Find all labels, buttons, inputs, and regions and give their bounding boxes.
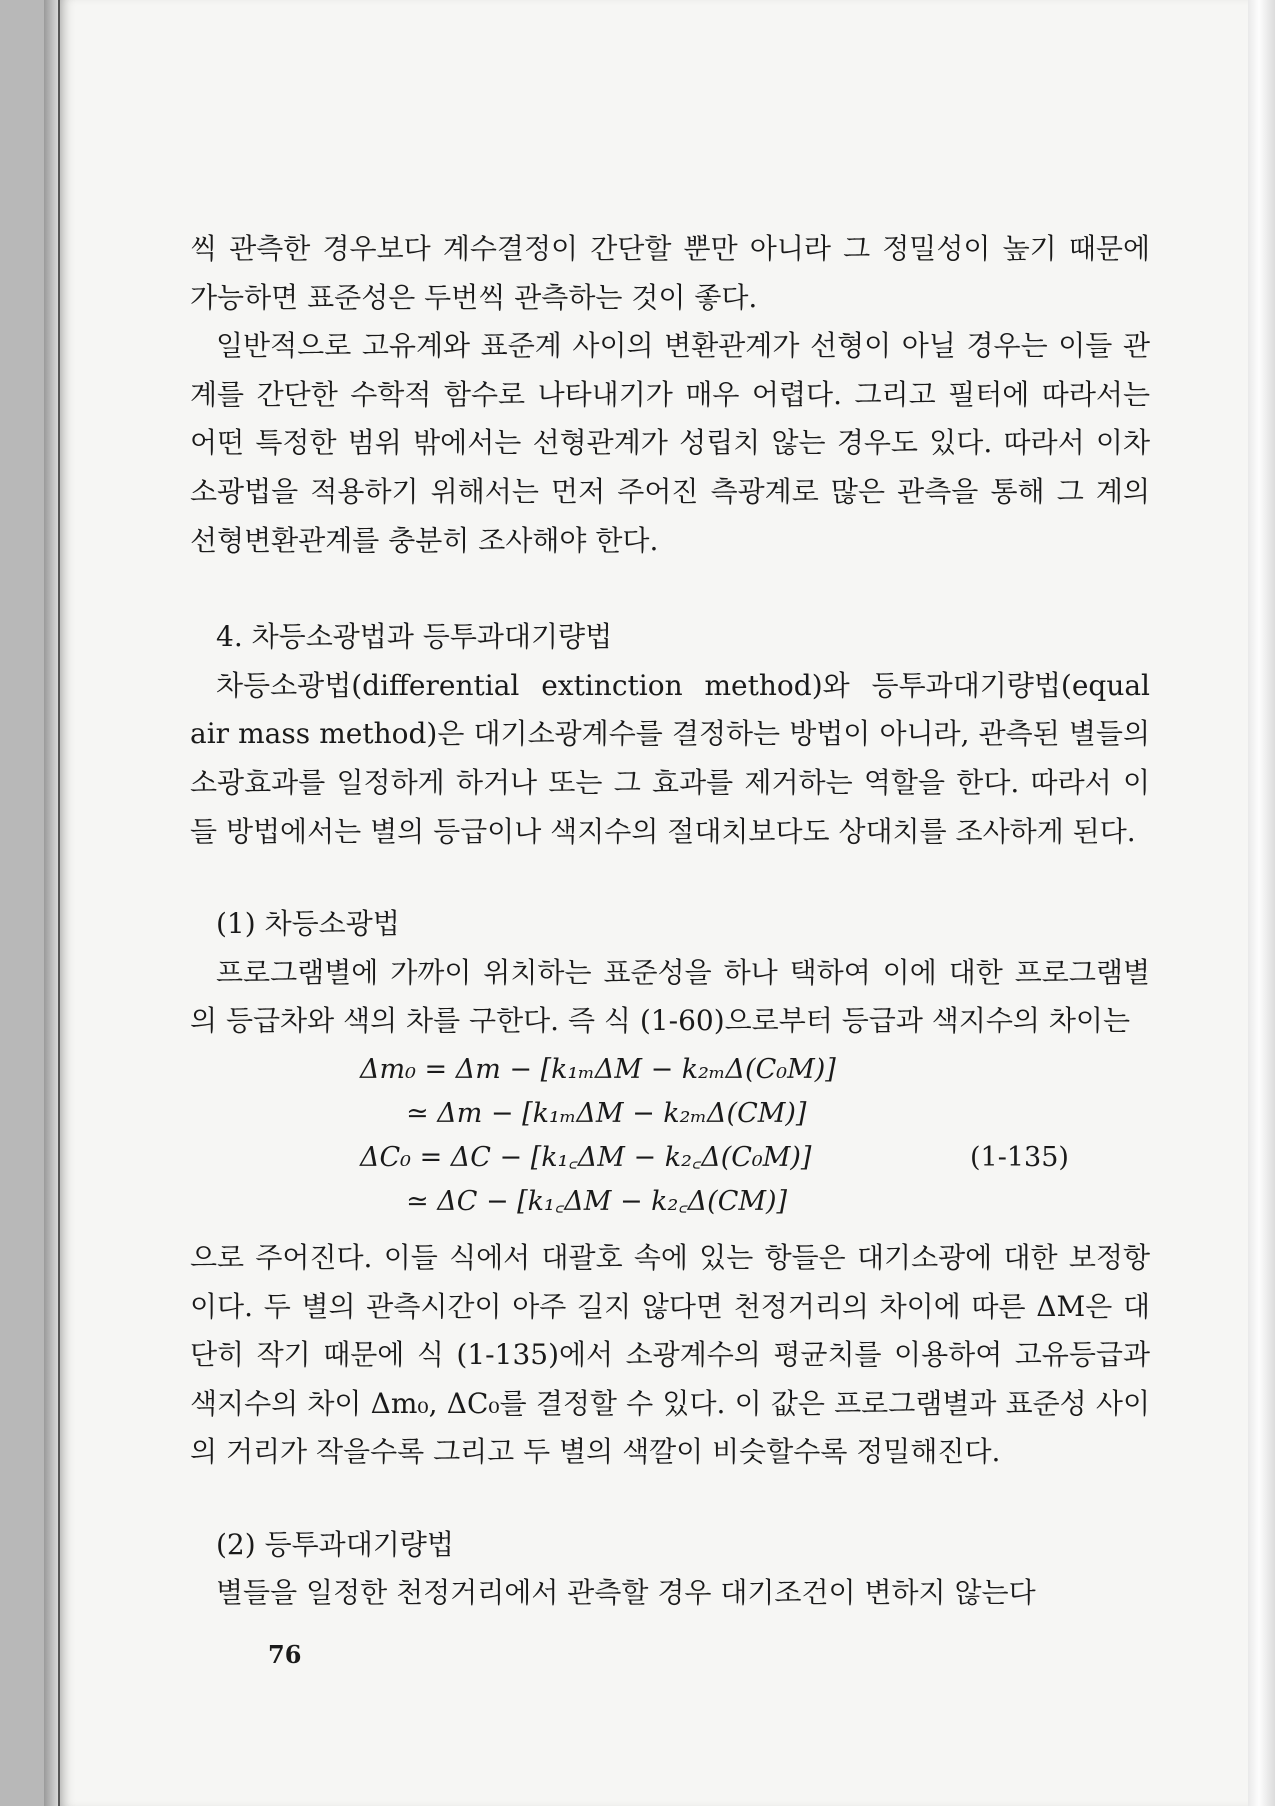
page-number: 76: [268, 1640, 302, 1669]
subsection-heading-1: (1) 차등소광법: [216, 907, 400, 941]
page-content: [190, 225, 1150, 1618]
page-edge-right: [1248, 0, 1275, 1806]
section-heading-4: 4. 차등소광법과 등투과대기량법: [216, 620, 613, 654]
paragraph-program-star: 프로그램별에 가까이 위치하는 표준성을 하나 택하여 이에 대한 프로그램별의 등급차와 색의 차를 구한다. 즉 식 (1-60)으로부터 등급과 색지수의 차이는: [190, 955, 1150, 1038]
page-edge-left: [44, 0, 58, 1806]
paragraph-differential-extinction-intro: 차등소광법(differential extinction method)와 등투과대기량법(equal air mass method)은 대기소광계수를 결정하는 방법이 아니라, 관측된 별들의 소광효과를 일정하게 하거나 또는 그 효과를 제거하는 역할을 한다. 따라서 이들 방법에서는 별의 등급이나 색지수의 절대치보다도 상대치를 조사하게 된다.: [190, 668, 1150, 848]
equation-line-1: Δm₀ = Δm − [k₁ₘΔM − k₂ₘΔ(C₀M)]: [360, 1053, 836, 1085]
equation-number: (1-135): [970, 1141, 1069, 1173]
equation-line-3: ΔC₀ = ΔC − [k₁꜀ΔM − k₂꜀Δ(C₀M)]: [360, 1141, 812, 1173]
equation-block: [190, 1048, 1150, 1228]
subsection-heading-2: (2) 등투과대기량법: [216, 1527, 454, 1561]
equation-line-2: ≃ Δm − [k₁ₘΔM − k₂ₘΔ(CM)]: [406, 1097, 807, 1129]
paragraph-linear-transformation: 일반적으로 고유계와 표준계 사이의 변환관계가 선형이 아닐 경우는 이들 관계를 간단한 수학적 함수로 나타내기가 매우 어렵다. 그리고 필터에 따라서는 어떤 특정한 범위 밖에서는 선형관계가 성립치 않는 경우도 있다. 따라서 이차소광법을 적용하기 위해서는 먼저 주어진 측광계로 많은 관측을 통해 그 계의 선형변환관계를 충분히 조사해야 한다.: [190, 329, 1150, 557]
paragraph-equal-air-mass: 별들을 일정한 천정거리에서 관측할 경우 대기조건이 변하지 않는다: [216, 1576, 1036, 1610]
equation-line-4: ≃ ΔC − [k₁꜀ΔM − k₂꜀Δ(CM)]: [406, 1185, 788, 1217]
paragraph-continued: 씩 관측한 경우보다 계수결정이 간단할 뿐만 아니라 그 정밀성이 높기 때문에 가능하면 표준성은 두번씩 관측하는 것이 좋다.: [190, 232, 1150, 314]
paragraph-correction-terms: 으로 주어진다. 이들 식에서 대괄호 속에 있는 항들은 대기소광에 대한 보정항이다. 두 별의 관측시간이 아주 길지 않다면 천정거리의 차이에 따른 ΔM은 대단히 작기 때문에 식 (1-135)에서 소광계수의 평균치를 이용하여 고유등급과 색지수의 차이 Δm₀, ΔC₀를 결정할 수 있다. 이 값은 프로그램별과 표준성 사이의 거리가 작을수록 그리고 두 별의 색깔이 비슷할수록 정밀해진다.: [190, 1240, 1150, 1469]
